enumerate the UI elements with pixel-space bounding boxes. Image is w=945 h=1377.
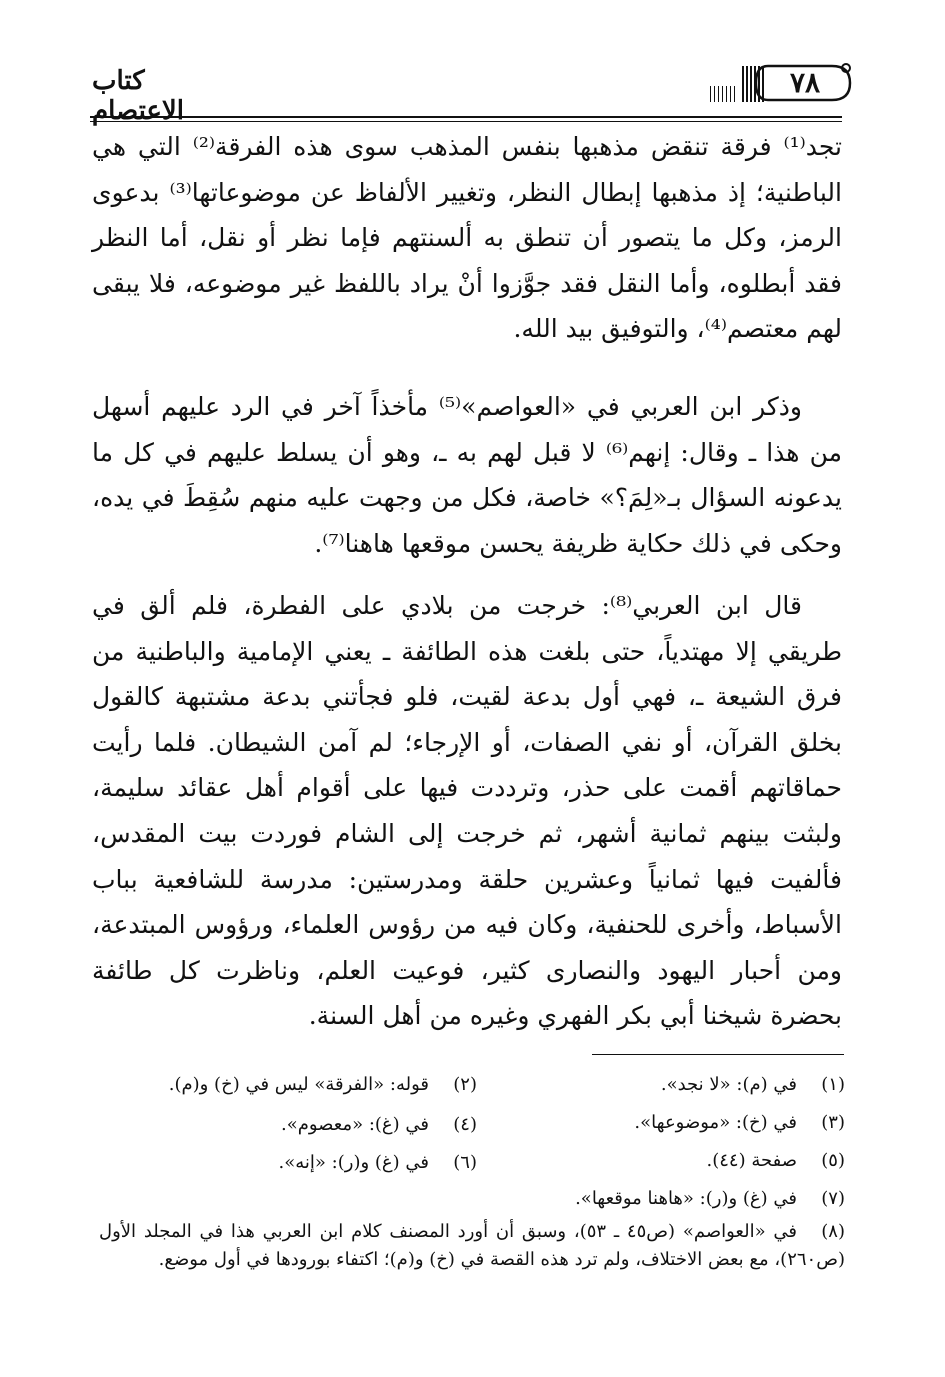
footnote-text: في (غ) و(ر): «هاهنا موقعها». (575, 1188, 797, 1209)
footnote-number: (٤) (453, 1114, 477, 1135)
footnote-3 (634, 1108, 845, 1138)
page-number-badge (742, 62, 854, 104)
paragraph-2: وذكر ابن العربي في «العواصم»⁽⁵⁾ مأخذاً آخر في الرد عليهم أسهل من هذا ـ وقال: إنهم⁽⁶⁾ لا قبل لهم به ـ، وهو أن يسلط عليهم في كل ما يدعونه السؤال بـ«لِمَ؟» خاصة، فكل من وجهت عليه منهم سُقِطَ في يده، وحكى في ذلك حكاية ظريفة يحسن موقعها هاهنا⁽⁷⁾. (92, 392, 842, 558)
header-rule-thin (90, 121, 842, 122)
footnote-text: في (غ) و(ر): «إنه». (278, 1152, 429, 1173)
header-rule (90, 116, 842, 118)
footnote-number: (٢) (453, 1074, 477, 1095)
footnote-text: في (غ): «معصوم». (280, 1114, 429, 1135)
footnote-text: في (خ): «موضوعها». (634, 1112, 797, 1133)
footnote-number: (٥) (821, 1150, 845, 1171)
footnote-2 (169, 1070, 477, 1100)
footnote-5 (707, 1146, 846, 1176)
header-ornament-hatch (710, 86, 738, 102)
paragraph-3: قال ابن العربي⁽⁸⁾: خرجت من بلادي على الفطرة، فلم ألق في طريقي إلا مهتدياً، حتى بلغت هذه الطائفة ـ يعني الإمامية والباطنية من فرق الشيعة ـ، فهي أول بدعة لقيت، فلو فجأتني بدعة مشتبهة كالقول بخلق القرآن، أو نفي الصفات، أو الإرجاء؛ لم آمن الشيطان. فلما رأيت حماقاتهم أقمت على حذر، وترددت فيها على أقوام أهل عقائد سليمة، ولبثت بينهم ثمانية أشهر، ثم خرجت إلى الشام فوردت بيت المقدس، فألفيت فيها ثمانياً وعشرين حلقة ومدرستين: مدرسة للشافعية بباب الأسباط، وأخرى للحنفية، وكان فيه من رؤوس العلماء، ورؤوس المبتدعة، ومن أحبار اليهود والنصارى كثير، فوعيت العلم، وناظرت كل طائفة بحضرة شيخنا أبي بكر الفهري وغيره من أهل السنة. (92, 591, 842, 1031)
page-number: ٧٨ (789, 66, 821, 99)
footnote-text: قوله: «الفرقة» ليس في (خ) و(م). (168, 1074, 429, 1095)
paragraph-1: تجد⁽¹⁾ فرقة تنقض مذهبها بنفس المذهب سوى هذه الفرقة⁽²⁾ التي هي الباطنية؛ إذ مذهبها إبطال النظر، وتغيير الألفاظ عن موضوعاتها⁽³⁾ بدعوى الرمز، وكل ما يتصور أن تنطق به ألسنتهم فإما نظر أو نقل، أما النظر فقد أبطلوه، وأما النقل فقد جوَّزوا أنْ يراد باللفظ غير موضوعه، فلا يبقى لهم معتصم⁽⁴⁾، والتوفيق بيد الله. (92, 132, 842, 344)
footnote-4 (281, 1110, 477, 1140)
footnote-number: (١) (821, 1074, 845, 1095)
footnote-number: (٨) (821, 1221, 845, 1242)
footnote-separator (592, 1054, 844, 1055)
footnote-7 (575, 1184, 845, 1214)
footnote-number: (٧) (821, 1188, 845, 1209)
footnote-text: في (م): «لا نجد». (660, 1074, 797, 1095)
footnote-6 (279, 1148, 477, 1178)
footnote-text: صفحة (٤٤). (706, 1150, 797, 1171)
footnote-text: في «العواصم» (ص٤٥ ـ ٥٣)، وسبق أن أورد المصنف كلام ابن العربي هذا في المجلد الأول (ص٢٦٠)، مع بعض الاختلاف، ولم ترد هذه القصة في (خ) و(م)؛ اكتفاء بورودها في أول موضع. (99, 1221, 845, 1270)
footnote-8 (99, 1218, 845, 1274)
footnote-number: (٣) (821, 1112, 845, 1133)
running-head-title: كتاب الاعتصام (92, 66, 184, 126)
footnote-1 (661, 1070, 845, 1100)
footnote-number: (٦) (453, 1152, 477, 1173)
